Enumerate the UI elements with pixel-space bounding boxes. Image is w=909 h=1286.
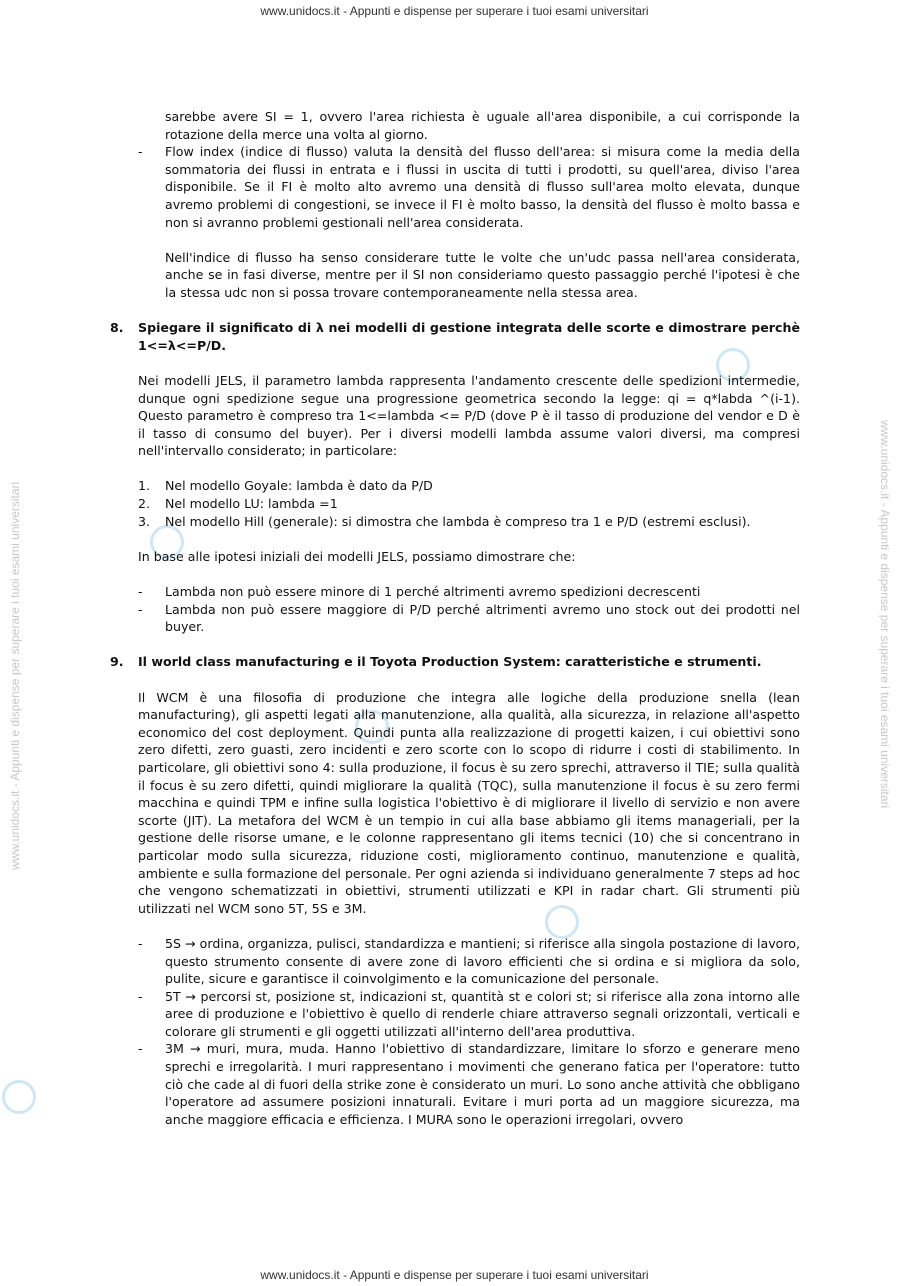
paragraph: Nei modelli JELS, il parametro lambda rappresenta l'andamento crescente delle spedizioni intermedie, dunque ogni spedizione segue una progressione geometrica secondo la legge: qi = q*labda ^(i-1). Questo parametro è compreso tra 1<=lambda <= P/D (dove P è il tasso di produzione del vendor e D è il tasso di consumo del buyer). Per i diversi modelli lambda assume valori diversi, ma compresi nell'intervallo considerato; in particolare: — [138, 372, 800, 459]
list-marker: 2. — [138, 496, 151, 512]
list-marker: 3. — [138, 513, 151, 529]
question-number: 9. — [110, 654, 124, 670]
paragraph: Il WCM è una filosofia di produzione che integra alle logiche della produzione snella (lean manufacturing), gli aspetti legati alla manutenzione, alla qualità, alla sicurezza, in relazione all'aspetto economico del cost deployment. Quindi punta alla realizzazione di progetti kaizen, i cui obiettivi sono zero difetti, zero guasti, zero incidenti e zero scorte con lo scopo di ridurre i costi di stabilimento. In particolare, gli obiettivi sono 4: sulla produzione, il focus è su zero sprechi, attraverso il TIE; sulla qualità il focus è su zero difetti, quindi migliorare la qualità (TQC), sulla manutenzione il focus è su zero fermi macchina e quindi TPM e infine sulla logistica l'obiettivo è di migliorare il livello di servizio e non avere scorte (JIT). La metafora del WCM è un tempio in cui alla base abbiamo gli items manageriali, per la gestione delle risorse umane, e le colonne rappresentano gli items tecnici (10) che si concentrano in particolar modo sulla sicurezza, riduzione costi, miglioramento continuo, manutenzione e qualità, ambiente e sulla formazione del personale. Per ogni azienda si individuano generalmente 7 steps ad hoc che vengono schematizzati in obiettivi, strumenti utilizzati e KPI in radar chart. Gli strumenti più utilizzati nel WCM sono 5T, 5S e 3M. — [138, 689, 800, 916]
list-text: Nel modello Hill (generale): si dimostra che lambda è compreso tra 1 e P/D (estremi esclusi). — [165, 513, 751, 529]
bullet-marker: - — [138, 1041, 143, 1057]
right-side-watermark: www.unidocs.it - Appunti e dispense per superare i tuoi esami universitari — [878, 420, 892, 809]
list-item — [138, 988, 800, 1041]
list-item — [138, 583, 800, 601]
list-item — [138, 513, 800, 531]
question-number: 8. — [110, 320, 124, 336]
list-text: Nel modello LU: lambda =1 — [165, 496, 338, 512]
bullet-text: Lambda non può essere minore di 1 perché altrimenti avremo spedizioni decrescenti — [165, 584, 701, 600]
list-item — [138, 495, 800, 513]
bullet-marker: - — [138, 144, 143, 160]
left-side-watermark: www.unidocs.it - Appunti e dispense per superare i tuoi esami universitari — [8, 481, 22, 870]
list-item — [138, 1040, 800, 1128]
list-item — [138, 477, 800, 495]
footer-watermark[interactable]: www.unidocs.it - Appunti e dispense per superare i tuoi esami universitari — [260, 1268, 649, 1282]
paragraph: In base alle ipotesi iniziali dei modelli JELS, possiamo dimostrare che: — [138, 548, 576, 564]
bullet-text: 5S → ordina, organizza, pulisci, standardizza e mantieni; si riferisce alla singola postazione di lavoro, questo strumento consente di avere zone di lavoro efficienti che si ordina e si migliora da solo, pulite, sicure e garantisce il coinvolgimento e la comunicazione del personale. — [165, 935, 800, 987]
question-title: Il world class manufacturing e il Toyota Production System: caratteristiche e strumenti. — [138, 654, 762, 670]
header-watermark[interactable]: www.unidocs.it - Appunti e dispense per superare i tuoi esami universitari — [260, 4, 649, 18]
bullet-text: Lambda non può essere maggiore di P/D perché altrimenti avremo uno stock out dei prodotti nel buyer. — [165, 601, 800, 635]
list-item — [138, 935, 800, 988]
question-title: Spiegare il significato di λ nei modelli di gestione integrata delle scorte e dimostrare perchè 1<=λ<=P/D. — [138, 320, 800, 353]
list-item — [138, 601, 800, 636]
bullet-marker: - — [138, 935, 143, 951]
bullet-marker: - — [138, 584, 143, 600]
question-heading — [110, 319, 800, 354]
bullet-text: Flow index (indice di flusso) valuta la densità del flusso dell'area: si misura come la media della sommatoria dei flussi in entrata e i flussi in uscita di tutti i prodotti, su quell'area, diviso l'area disponibile. Se il FI è molto alto avremo una densità di flusso sull'area molto elevata, dunque avremo problemi di congestioni, se invece il FI è molto basso, la densità del flusso è molto bassa e non si avranno problemi gestionali nell'area considerata. — [165, 144, 800, 230]
list-item — [138, 143, 800, 231]
bullet-marker: - — [138, 988, 143, 1004]
question-heading — [110, 653, 800, 671]
bullet-marker: - — [138, 601, 143, 617]
bullet-text: 5T → percorsi st, posizione st, indicazioni st, quantità st e colori st; si riferisce alla zona intorno alle aree di produzione e l'obiettivo è quello di renderle chiare attraverso segnali orizzontali, verticali e colorare gli strumenti e gli oggetti utilizzati all'interno dell'area produttiva. — [165, 988, 800, 1039]
list-marker: 1. — [138, 478, 151, 494]
bullet-text: 3M → muri, mura, muda. Hanno l'obiettivo di standardizzare, limitare lo sforzo e generare meno sprechi e irregolarità. I muri rappresentano i movimenti che generano fatica per l'operatore: tutto ciò che cade al di fuori della strike zone è considerato un muri. Lo sono anche attività che obbligano l'operatore ad assumere posizioni innaturali. Evitare i muri porta ad un maggiore sicurezza, ma anche maggiore efficacia e efficienza. I MURA sono le operazioni irregolari, ovvero — [165, 1041, 800, 1127]
watermark-logo-icon — [2, 1080, 36, 1114]
list-text: Nel modello Goyale: lambda è dato da P/D — [165, 478, 433, 494]
paragraph: sarebbe avere SI = 1, ovvero l'area richiesta è uguale all'area disponibile, a cui corrisponde la rotazione della merce una volta al giorno. — [165, 109, 800, 142]
document-body — [110, 108, 800, 1128]
paragraph: Nell'indice di flusso ha senso considerare tutte le volte che un'udc passa nell'area considerata, anche se in fasi diverse, mentre per il SI non consideriamo questo passaggio perché l'ipotesi è che la stessa udc non si possa trovare contemporaneamente nella stessa area. — [165, 249, 800, 300]
